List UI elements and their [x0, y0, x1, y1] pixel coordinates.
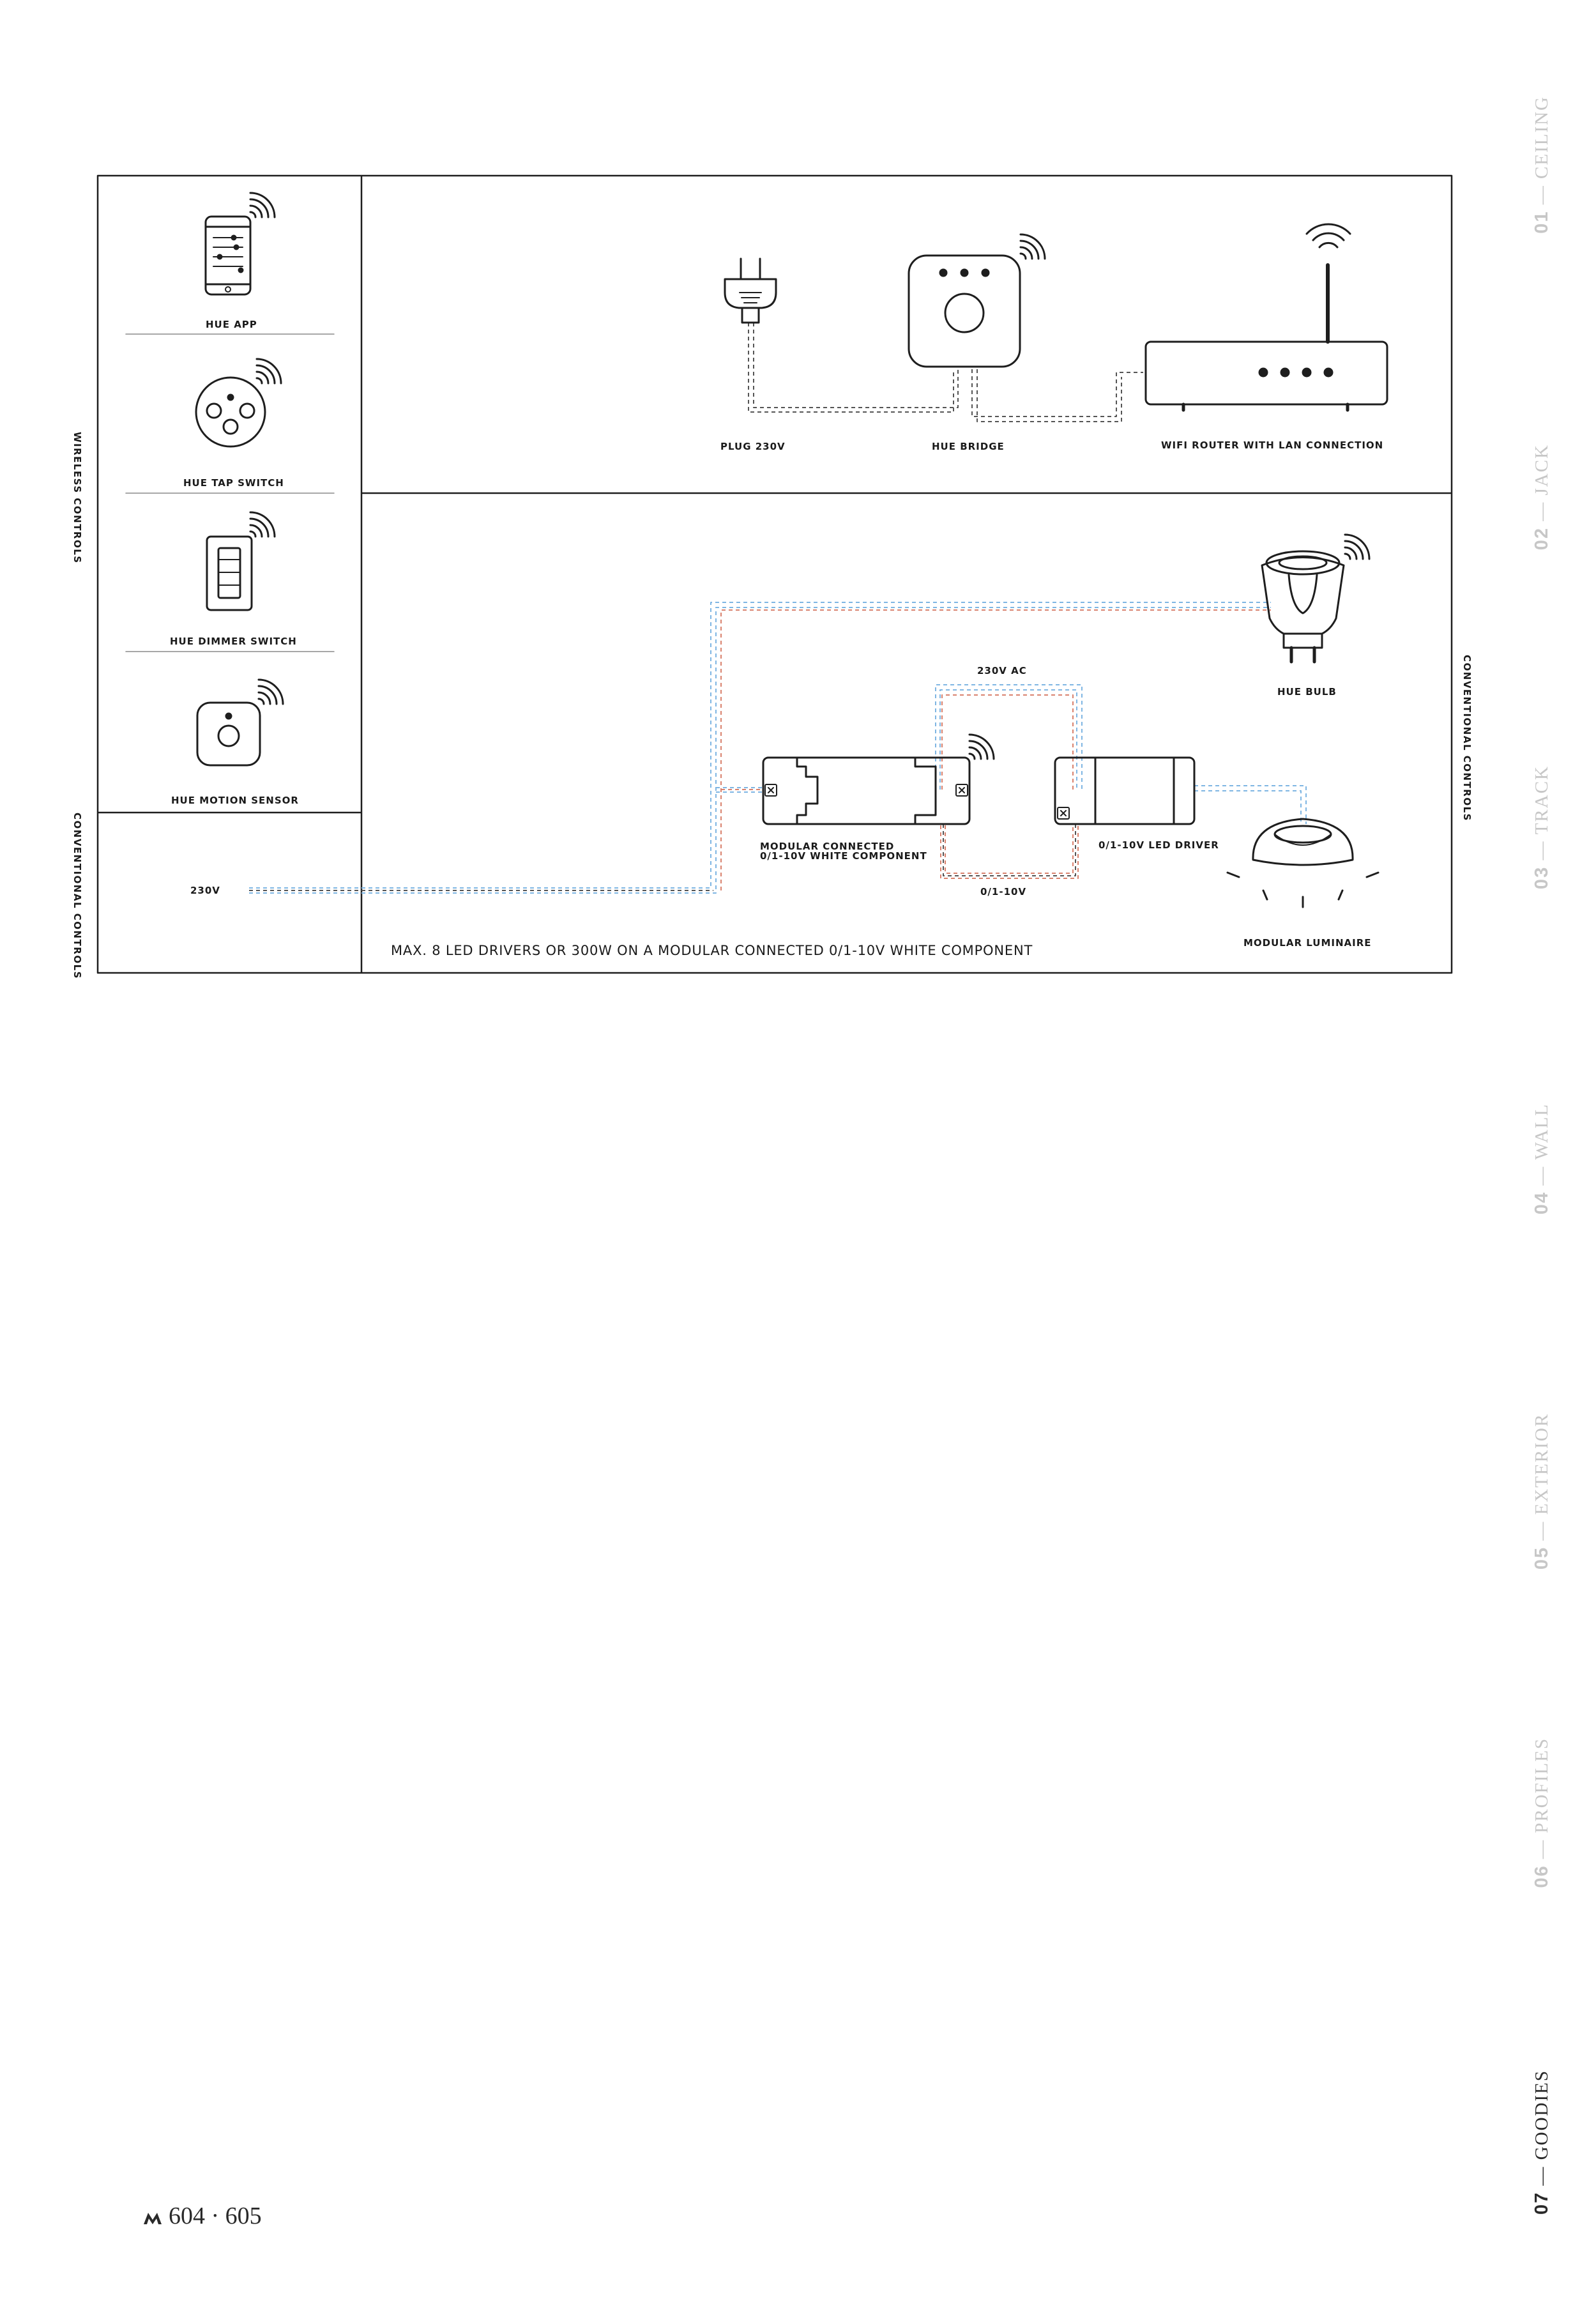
tab-wall-number: 04	[1531, 1191, 1552, 1215]
tab-jack-name: JACK	[1531, 444, 1552, 496]
tab-ceiling[interactable]	[1531, 96, 1563, 234]
tab-goodies[interactable]	[1531, 2070, 1563, 2215]
tab-track-separator: —	[1531, 834, 1552, 866]
wifi-app-icon	[250, 193, 275, 217]
hue-bridge-label: HUE BRIDGE	[932, 441, 1005, 452]
capacity-note: MAX. 8 LED DRIVERS OR 300W ON A MODULAR CONNECTED 0/1-10V WHITE COMPONENT	[391, 943, 1033, 958]
mains-230v-label: 230V	[190, 885, 220, 896]
tab-track-name: TRACK	[1531, 765, 1552, 835]
hue-bulb-label: HUE BULB	[1277, 686, 1337, 698]
tab-goodies-number: 07	[1531, 2191, 1552, 2215]
tab-jack-separator: —	[1531, 495, 1552, 528]
modular-luminaire-label: MODULAR LUMINAIRE	[1243, 937, 1372, 949]
modular-component-label-1: MODULAR CONNECTED	[760, 841, 895, 852]
tab-goodies-name: GOODIES	[1531, 2070, 1552, 2160]
mains-wires-grey	[249, 824, 1075, 890]
tab-track-number: 03	[1531, 866, 1552, 890]
hue-motion-sensor-label: HUE MOTION SENSOR	[171, 795, 299, 806]
hue-bulb-icon	[1262, 551, 1344, 662]
motion-sensor-icon	[197, 703, 260, 765]
hue-tap-switch-label: HUE TAP SWITCH	[183, 477, 284, 489]
signal-0-1-10v-label: 0/1-10V	[980, 886, 1027, 897]
control-separators	[126, 334, 334, 652]
wifi-router-label: WIFI ROUTER WITH LAN CONNECTION	[1161, 439, 1384, 451]
ac-230v-label: 230V AC	[977, 665, 1027, 676]
tab-wall-name: WALL	[1531, 1103, 1552, 1160]
conventional-controls-right-label: CONVENTIONAL CONTROLS	[1461, 655, 1473, 821]
conventional-controls-left-label: CONVENTIONAL CONTROLS	[72, 813, 83, 979]
page-numbers: 604 · 605	[169, 2203, 262, 2229]
tab-exterior-name: EXTERIOR	[1531, 1413, 1552, 1515]
tab-ceiling-name: CEILING	[1531, 96, 1552, 179]
tab-exterior-number: 05	[1531, 1546, 1552, 1570]
wifi-sensor-icon	[259, 680, 283, 704]
wifi-component-icon	[969, 735, 994, 759]
tab-profiles-number: 06	[1531, 1865, 1552, 1888]
tab-wall[interactable]	[1531, 1103, 1563, 1214]
tap-switch-icon	[196, 378, 265, 447]
tab-exterior[interactable]	[1531, 1413, 1563, 1570]
tab-ceiling-number: 01	[1531, 210, 1552, 234]
tab-wall-separator: —	[1531, 1159, 1552, 1192]
tab-profiles-name: PROFILES	[1531, 1738, 1552, 1833]
tab-ceiling-separator: —	[1531, 178, 1552, 211]
tab-profiles[interactable]	[1531, 1738, 1563, 1888]
tab-jack[interactable]	[1531, 444, 1563, 550]
wifi-tap-icon	[257, 359, 281, 383]
dimmer-switch-icon	[207, 537, 252, 610]
wifi-bridge-icon	[1021, 234, 1045, 259]
wifi-router-icon	[1146, 224, 1387, 410]
network-wires	[749, 323, 1143, 422]
hue-dimmer-switch-label: HUE DIMMER SWITCH	[170, 636, 297, 647]
tab-profiles-separator: —	[1531, 1833, 1552, 1865]
tab-goodies-separator: —	[1531, 2160, 1552, 2192]
hue-app-label: HUE APP	[206, 319, 257, 330]
led-driver-label: 0/1-10V LED DRIVER	[1098, 839, 1219, 851]
wireless-controls-label: WIRELESS CONTROLS	[72, 432, 83, 564]
modular-component-label-2: 0/1-10V WHITE COMPONENT	[760, 850, 927, 862]
wifi-dimmer-icon	[250, 512, 275, 537]
tab-jack-number: 02	[1531, 527, 1552, 551]
hue-bridge-icon	[909, 256, 1020, 367]
modular-component-icon	[763, 758, 969, 824]
plug-label: PLUG 230V	[720, 441, 786, 452]
tab-exterior-separator: —	[1531, 1515, 1552, 1547]
smartphone-icon	[206, 217, 250, 294]
brand-mark-icon	[143, 2211, 162, 2225]
led-driver-icon	[1055, 758, 1194, 824]
tab-track[interactable]	[1531, 765, 1563, 889]
wifi-bulb-icon	[1345, 535, 1369, 559]
plug-icon	[725, 259, 776, 323]
modular-luminaire-icon	[1227, 819, 1378, 907]
